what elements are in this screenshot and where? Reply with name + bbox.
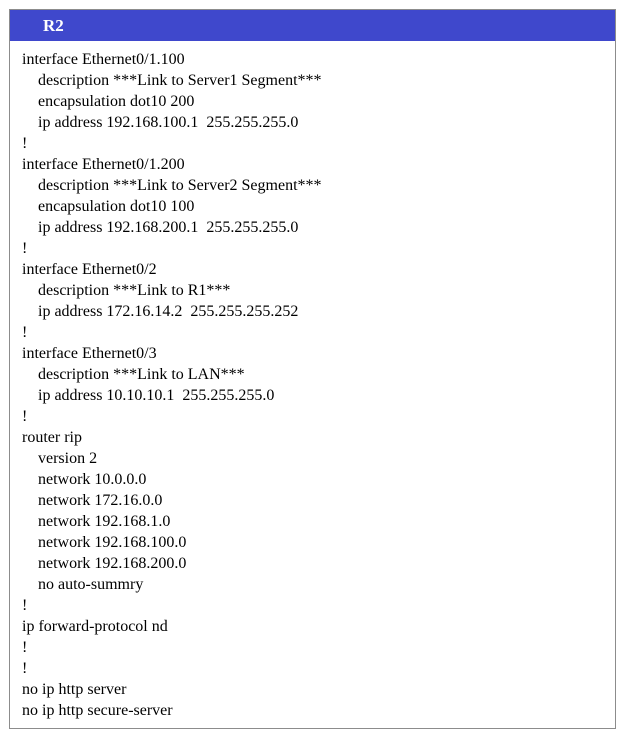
config-line: interface Ethernet0/1.200	[22, 156, 185, 173]
config-line: description ***Link to LAN***	[38, 366, 245, 383]
config-line: description ***Link to Server1 Segment***	[38, 72, 322, 89]
config-line: ip address 172.16.14.2 255.255.255.252	[38, 303, 299, 320]
config-line: !	[22, 597, 28, 614]
config-line: encapsulation dot10 100	[38, 198, 195, 215]
config-panel	[9, 9, 616, 729]
config-line: version 2	[38, 450, 98, 467]
config-line: no auto-summry	[38, 576, 144, 593]
config-line: !	[22, 135, 28, 152]
config-line: description ***Link to R1***	[38, 282, 231, 299]
config-text	[10, 41, 615, 721]
config-line: interface Ethernet0/2	[22, 261, 157, 278]
config-line: !	[22, 324, 28, 341]
config-line: ip address 10.10.10.1 255.255.255.0	[38, 387, 275, 404]
config-line: network 192.168.100.0	[38, 534, 187, 551]
config-line: no ip http server	[22, 681, 127, 698]
config-line: no ip http secure-server	[22, 702, 173, 719]
config-line: network 192.168.200.0	[38, 555, 187, 572]
config-line: network 172.16.0.0	[38, 492, 163, 509]
panel-title: R2	[10, 10, 615, 41]
config-line: interface Ethernet0/3	[22, 345, 157, 362]
config-line: router rip	[22, 429, 82, 446]
config-line: !	[22, 408, 28, 425]
config-line: !	[22, 240, 28, 257]
config-line: description ***Link to Server2 Segment***	[38, 177, 322, 194]
config-line: network 10.0.0.0	[38, 471, 147, 488]
config-line: !	[22, 639, 28, 656]
config-line: network 192.168.1.0	[38, 513, 171, 530]
config-line: ip address 192.168.100.1 255.255.255.0	[38, 114, 299, 131]
config-line: ip address 192.168.200.1 255.255.255.0	[38, 219, 299, 236]
config-line: encapsulation dot10 200	[38, 93, 195, 110]
config-line: interface Ethernet0/1.100	[22, 51, 185, 68]
config-line: ip forward-protocol nd	[22, 618, 168, 635]
config-line: !	[22, 660, 28, 677]
